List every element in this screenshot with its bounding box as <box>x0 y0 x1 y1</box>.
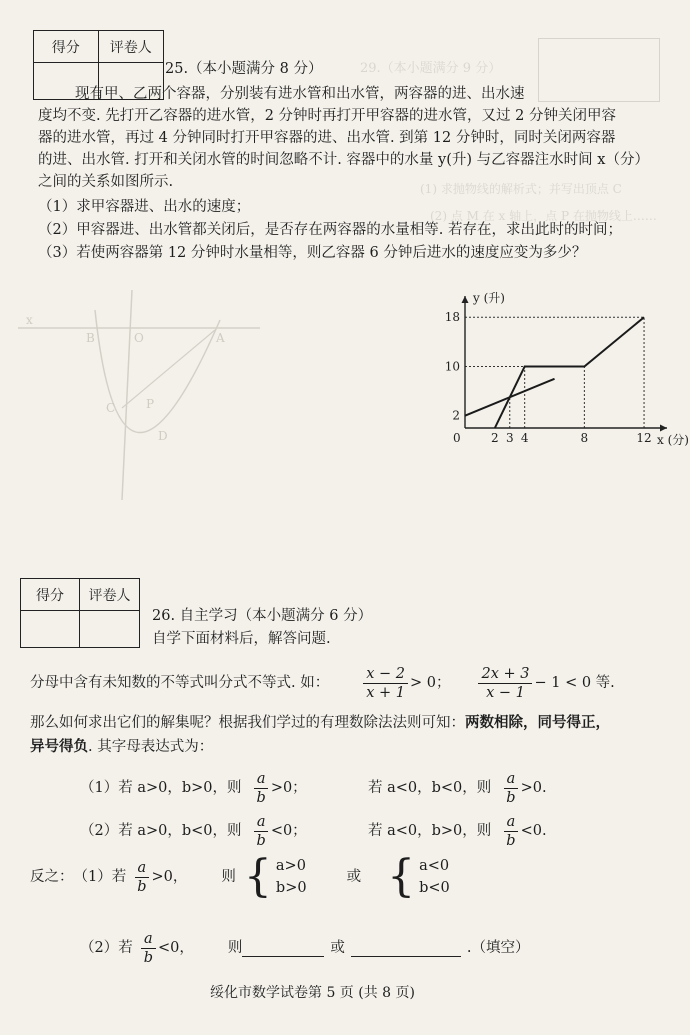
x-tick-label: 3 <box>505 431 514 445</box>
fraction-denominator: b <box>256 789 266 806</box>
answer-blank-1[interactable] <box>242 940 324 957</box>
y-tick-label: 2 <box>452 408 460 423</box>
x-tick-label: 4 <box>520 431 529 445</box>
rule-2-right <box>368 808 547 854</box>
q25-paragraph-line: 度均不变. 先打开乙容器的进水管，2 分钟时再打开甲容器的进水管，又过 2 分钟关闭甲容 <box>38 108 616 124</box>
system-2 <box>419 855 450 899</box>
rule-text: （1）若 <box>73 869 127 885</box>
y-tick-label: 10 <box>444 359 460 374</box>
rule-2-left <box>80 808 307 854</box>
fraction-numerator: x − 2 <box>363 665 408 684</box>
example-fraction-2 <box>478 665 532 702</box>
ghost-label: P <box>146 397 155 411</box>
ghost-header: 29.（本小题满分 9 分） <box>360 61 502 76</box>
x-tick-label: 8 <box>580 431 589 445</box>
rule-text: 那么如何求出它们的解集呢？根据我们学过的有理数除法法则可知： <box>30 715 465 731</box>
chart-guides <box>465 317 644 428</box>
grader-label: 评卷人 <box>80 579 139 611</box>
q26-rule-line <box>30 736 213 758</box>
fraction-numerator: a <box>504 813 519 832</box>
fraction-numerator: 2x + 3 <box>478 665 532 684</box>
x-tick-label: 2 <box>491 431 499 445</box>
fraction-denominator: b <box>256 832 266 849</box>
rule-text: >0， <box>151 869 188 885</box>
left-brace: { <box>387 851 416 902</box>
rule-1-right <box>368 765 547 811</box>
y-tick-label: 18 <box>444 310 460 325</box>
q26-header: 26. 自主学习（本小题满分 6 分） <box>152 608 373 624</box>
system-condition: a<0 <box>419 858 450 874</box>
rule-text: （1）若 a>0，b>0，则 <box>80 780 242 796</box>
grader-cell[interactable] <box>80 611 139 647</box>
grader-label: 评卷人 <box>99 31 164 63</box>
converse-2 <box>80 925 530 971</box>
a-over-b-fraction <box>503 770 518 807</box>
score-label: 得分 <box>21 579 80 611</box>
y-axis-arrow <box>462 296 469 303</box>
left-brace: { <box>243 851 272 902</box>
q25-paragraph-line: 现有甲、乙两个容器，分别装有进水管和出水管，两容器的进、出水速 <box>75 86 525 102</box>
then-word: 则 <box>221 869 236 885</box>
series-line <box>495 317 644 428</box>
rule-text: <0， <box>158 940 194 956</box>
then-word: 则 <box>227 940 243 956</box>
q25-subquestion-3: （3）若使两容器第 12 分钟时水量相等，则乙容器 6 分钟后进水的速度应变为多少？ <box>38 245 587 261</box>
ghost-y-axis <box>122 290 132 500</box>
fraction-numerator: a <box>254 770 269 789</box>
definition-text: 分母中含有未知数的不等式叫分式不等式. 如： <box>30 675 330 691</box>
rule-1-left <box>80 765 307 811</box>
rule-text: 若 a<0，b<0，则 <box>368 780 492 796</box>
rule-bold-text: 两数相除，同号得正， <box>465 714 610 731</box>
q25-paragraph-line: 的进、出水管. 打开和关闭水管的时间忽略不计. 容器中的水量 y(升) 与乙容器注水时间 x（分） <box>38 152 649 168</box>
system-condition: b>0 <box>275 880 307 896</box>
fraction-denominator: b <box>137 878 147 895</box>
fraction-numerator: a <box>254 813 269 832</box>
rule-bold-text: 异号得负 <box>30 738 88 755</box>
fraction-denominator: b <box>506 832 516 849</box>
score-label: 得分 <box>34 31 99 63</box>
rule-text: （2）若 a>0，b<0，则 <box>80 823 242 839</box>
a-over-b-fraction <box>254 813 269 850</box>
or-word: 或 <box>330 940 345 956</box>
fraction-denominator: x + 1 <box>366 684 405 701</box>
system-condition: b<0 <box>419 880 450 896</box>
ghost-label: D <box>158 429 168 443</box>
ghost-label: B <box>86 331 95 345</box>
x-tick-label: 12 <box>636 431 652 445</box>
rule-text: 若 a<0，b>0，则 <box>368 823 492 839</box>
q25-graph <box>430 288 689 453</box>
ghost-label: O <box>134 331 144 345</box>
example-fraction-1 <box>363 665 408 702</box>
ghost-label: A <box>216 331 225 345</box>
rule-text: . 其字母表达式为： <box>88 739 214 755</box>
system-1 <box>276 855 307 899</box>
q26-rule-line <box>30 712 610 734</box>
chart-tick-labels <box>445 290 689 447</box>
converse-1 <box>30 852 450 902</box>
example-1-tail: > 0； <box>410 675 451 691</box>
q25-subquestion-2: （2）甲容器进、出水管都关闭后，是否存在两容器的水量相等. 若存在，求出此时的时间； <box>38 222 622 238</box>
rule-text: <0. <box>520 823 547 839</box>
fraction-numerator: a <box>135 859 150 878</box>
origin-label: 0 <box>453 431 461 445</box>
fill-in-note: .（填空） <box>466 940 530 956</box>
ghost-line: (1) 求抛物线的解析式；并写出顶点 C <box>420 182 622 196</box>
rule-text: （2）若 <box>80 940 133 956</box>
or-word: 或 <box>346 869 362 885</box>
page-footer: 绥化市数学试卷第 5 页 (共 8 页) <box>210 985 415 1001</box>
chart-axes <box>462 296 668 432</box>
q25-header: 25.（本小题满分 8 分） <box>165 61 323 77</box>
q26-definition-line <box>30 660 615 706</box>
x-axis-label: x (分) <box>657 433 689 447</box>
ghost-label: C <box>106 401 116 415</box>
fraction-numerator: a <box>504 770 519 789</box>
system-condition: a>0 <box>275 858 306 874</box>
score-cell[interactable] <box>21 611 80 647</box>
y-axis-label: y (升) <box>473 291 505 305</box>
q25-paragraph-line: 器的进水管，再过 4 分钟同时打开甲容器的进、出水管. 到第 12 分钟时，同时关闭两容器 <box>38 130 616 146</box>
q25-paragraph-line: 之间的关系如图所示. <box>38 174 174 190</box>
converse-label: 反之： <box>30 869 74 885</box>
fraction-denominator: x − 1 <box>486 684 525 701</box>
a-over-b-fraction <box>254 770 269 807</box>
a-over-b-fraction <box>134 859 149 896</box>
example-2-tail: − 1 < 0 等. <box>534 675 615 691</box>
ghost-line: (2) 点 M 在 x 轴上，点 P 在抛物线上…… <box>430 209 657 223</box>
ghost-parabola-sketch <box>10 290 290 510</box>
rule-text: >0； <box>270 780 307 796</box>
a-over-b-fraction <box>503 813 518 850</box>
x-axis-arrow <box>660 425 667 432</box>
rule-text: >0. <box>520 780 547 796</box>
q26-intro: 自学下面材料后，解答问题. <box>152 631 331 647</box>
chart-series <box>465 317 644 428</box>
q26-score-box <box>20 578 140 648</box>
ghost-score-box <box>538 38 660 102</box>
fraction-numerator: a <box>141 930 156 949</box>
answer-blank-2[interactable] <box>351 940 461 957</box>
ghost-label: x <box>26 313 33 327</box>
a-over-b-fraction <box>141 930 156 967</box>
rule-text: <0； <box>270 823 307 839</box>
fraction-denominator: b <box>143 949 154 966</box>
fraction-denominator: b <box>506 789 516 806</box>
q25-subquestion-1: （1）求甲容器进、出水的速度； <box>38 199 251 215</box>
